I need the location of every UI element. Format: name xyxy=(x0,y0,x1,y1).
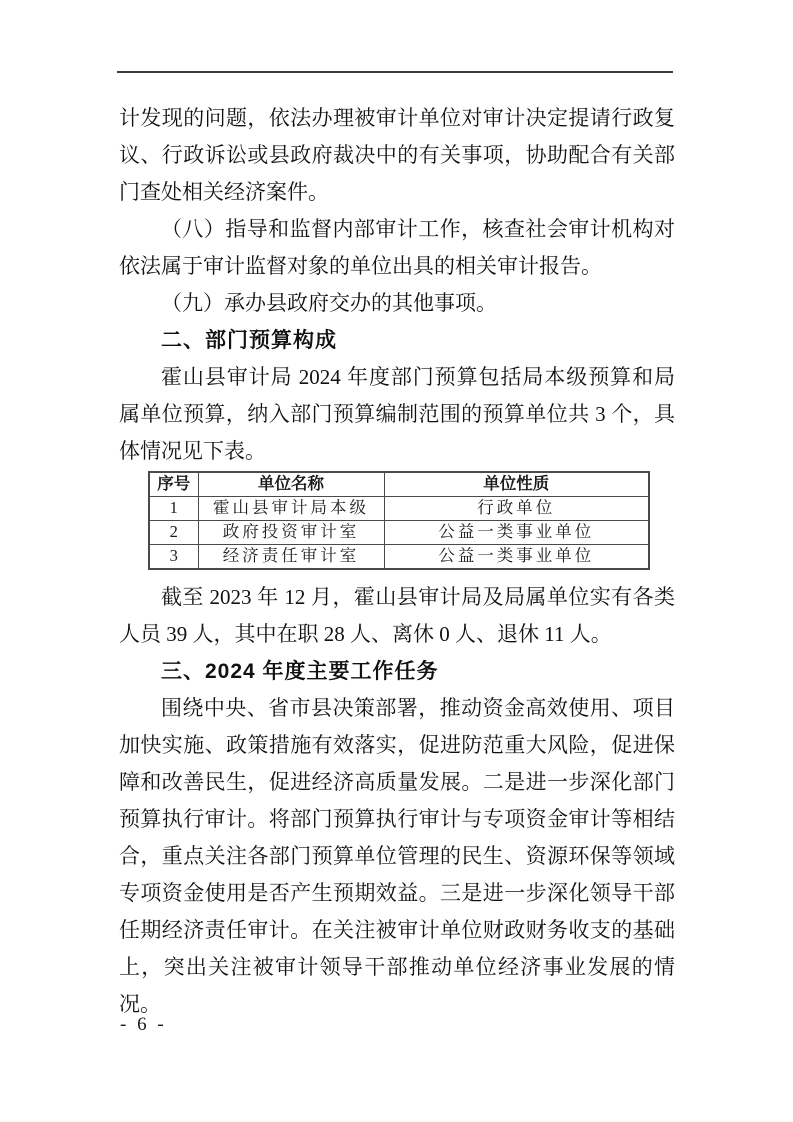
table-cell-index: 3 xyxy=(149,545,198,570)
page-number: - 6 - xyxy=(120,1014,167,1035)
table-cell-unit-name: 经济责任审计室 xyxy=(198,545,384,570)
table-cell-unit-name: 霍山县审计局本级 xyxy=(198,497,384,521)
page-header-rule xyxy=(117,71,673,73)
paragraph-item-9: （九）承办县政府交办的其他事项。 xyxy=(161,291,497,315)
table-cell-index: 2 xyxy=(149,521,198,545)
table-cell-unit-type: 公益一类事业单位 xyxy=(384,521,649,545)
document-body xyxy=(119,100,675,1023)
table-row xyxy=(149,521,649,545)
table-cell-unit-name: 政府投资审计室 xyxy=(198,521,384,545)
paragraph-staff-counts: 截至 2023 年 12 月，霍山县审计局及局属单位实有各类人员 39 人，其中在职 28 人、离休 0 人、退休 11 人。 xyxy=(119,585,675,646)
table-cell-index: 1 xyxy=(149,497,198,521)
table-cell-unit-type: 行政单位 xyxy=(384,497,649,521)
budget-units-table xyxy=(148,471,650,570)
column-header-unit-type: 单位性质 xyxy=(384,472,649,497)
heading-2024-tasks: 三、2024 年度主要工作任务 xyxy=(161,660,439,683)
paragraph-item-8: （八）指导和监督内部审计工作，核查社会审计机构对依法属于审计监督对象的单位出具的相关审计报告。 xyxy=(119,217,675,278)
column-header-unit-name: 单位名称 xyxy=(198,472,384,497)
paragraph-budget-intro: 霍山县审计局 2024 年度部门预算包括局本级预算和局属单位预算，纳入部门预算编制范围的预算单位共 3 个，具体情况见下表。 xyxy=(119,365,675,463)
column-header-index: 序号 xyxy=(149,472,198,497)
heading-budget-composition: 二、部门预算构成 xyxy=(161,329,337,352)
table-row xyxy=(149,545,649,570)
table-cell-unit-type: 公益一类事业单位 xyxy=(384,545,649,570)
paragraph-tasks: 围绕中央、省市县决策部署，推动资金高效使用、项目加快实施、政策措施有效落实，促进防范重大风险，促进保障和改善民生，促进经济高质量发展。二是进一步深化部门预算执行审计。将部门预算执行审计与专项资金审计等相结合，重点关注各部门预算单位管理的民生、资源环保等领域专项资金使用是否产生预期效益。三是进一步深化领导干部任期经济责任审计。在关注被审计单位财政财务收支的基础上，突出关注被审计领导干部推动单位经济事业发展的情况。 xyxy=(119,696,675,1016)
table-header-row xyxy=(149,472,649,497)
table-row xyxy=(149,497,649,521)
paragraph-continuation: 计发现的问题，依法办理被审计单位对审计决定提请行政复议、行政诉讼或县政府裁决中的有关事项，协助配合有关部门查处相关经济案件。 xyxy=(119,106,675,204)
